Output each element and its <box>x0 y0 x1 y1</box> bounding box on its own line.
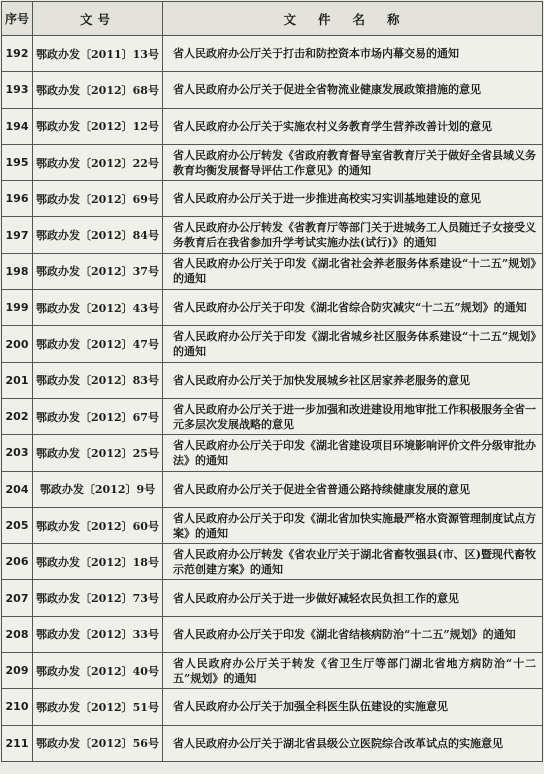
row-number: 205 <box>2 507 33 543</box>
row-document-title: 省人民政府办公厅关于印发《湖北省结核病防治“十二五”规划》的通知 <box>163 616 543 652</box>
table-row <box>2 544 543 580</box>
row-document-number: 鄂政办发〔2012〕43号 <box>33 290 163 326</box>
row-document-title: 省人民政府办公厅关于转发《省卫生厅等部门湖北省地方病防治“十二五”规划》的通知 <box>163 653 543 689</box>
row-document-title: 省人民政府办公厅关于进一步推进高校实习实训基地建设的意见 <box>163 181 543 217</box>
row-document-title: 省人民政府办公厅关于进一步加强和改进建设用地审批工作积极服务全省一元多层次发展战略的意见 <box>163 398 543 434</box>
row-document-title: 省人民政府办公厅关于实施农村义务教育学生营养改善计划的意见 <box>163 108 543 144</box>
row-number: 210 <box>2 689 33 725</box>
table-row <box>2 362 543 398</box>
table-row <box>2 616 543 652</box>
table-row <box>2 181 543 217</box>
row-document-number: 鄂政办发〔2011〕13号 <box>33 36 163 72</box>
row-document-number: 鄂政办发〔2012〕33号 <box>33 616 163 652</box>
table-row <box>2 108 543 144</box>
row-number: 193 <box>2 72 33 108</box>
row-number: 197 <box>2 217 33 253</box>
row-document-number: 鄂政办发〔2012〕56号 <box>33 725 163 761</box>
table-row <box>2 398 543 434</box>
row-number: 202 <box>2 398 33 434</box>
table-row <box>2 580 543 616</box>
row-document-number: 鄂政办发〔2012〕68号 <box>33 72 163 108</box>
row-document-number: 鄂政办发〔2012〕67号 <box>33 398 163 434</box>
row-document-number: 鄂政办发〔2012〕12号 <box>33 108 163 144</box>
row-document-title: 省人民政府办公厅关于印发《湖北省社会养老服务体系建设“十二五”规划》的通知 <box>163 253 543 289</box>
row-document-number: 鄂政办发〔2012〕47号 <box>33 326 163 362</box>
row-number: 208 <box>2 616 33 652</box>
row-document-number: 鄂政办发〔2012〕60号 <box>33 507 163 543</box>
row-document-number: 鄂政办发〔2012〕18号 <box>33 544 163 580</box>
row-document-number: 鄂政办发〔2012〕69号 <box>33 181 163 217</box>
table-row <box>2 471 543 507</box>
table-row <box>2 689 543 725</box>
table-row <box>2 72 543 108</box>
row-document-number: 鄂政办发〔2012〕84号 <box>33 217 163 253</box>
table-row <box>2 653 543 689</box>
row-document-title: 省人民政府办公厅关于打击和防控资本市场内幕交易的通知 <box>163 36 543 72</box>
table-body <box>2 36 543 762</box>
row-document-number: 鄂政办发〔2012〕25号 <box>33 435 163 471</box>
column-header-document-title: 文件名称 <box>163 2 543 36</box>
row-document-title: 省人民政府办公厅转发《省政府教育督导室省教育厅关于做好全省县域义务教育均衡发展督导评估工作意见》的通知 <box>163 144 543 180</box>
row-document-title: 省人民政府办公厅关于加快发展城乡社区居家养老服务的意见 <box>163 362 543 398</box>
row-document-title: 省人民政府办公厅关于印发《湖北省加快实施最严格水资源管理制度试点方案》的通知 <box>163 507 543 543</box>
row-document-title: 省人民政府办公厅关于加强全科医生队伍建设的实施意见 <box>163 689 543 725</box>
row-number: 196 <box>2 181 33 217</box>
row-document-title: 省人民政府办公厅关于印发《湖北省综合防灾减灾“十二五”规划》的通知 <box>163 290 543 326</box>
row-document-title: 省人民政府办公厅关于促进全省普通公路持续健康发展的意见 <box>163 471 543 507</box>
row-number: 209 <box>2 653 33 689</box>
table-row <box>2 217 543 253</box>
row-number: 211 <box>2 725 33 761</box>
document-index-table <box>1 1 543 762</box>
row-document-title: 省人民政府办公厅转发《省农业厅关于湖北省畜牧强县(市、区)暨现代畜牧示范创建方案》的通知 <box>163 544 543 580</box>
row-number: 207 <box>2 580 33 616</box>
table-row <box>2 507 543 543</box>
row-document-title: 省人民政府办公厅关于印发《湖北省建设项目环境影响评价文件分级审批办法》的通知 <box>163 435 543 471</box>
row-number: 204 <box>2 471 33 507</box>
row-document-title: 省人民政府办公厅关于湖北省县级公立医院综合改革试点的实施意见 <box>163 725 543 761</box>
row-document-title: 省人民政府办公厅关于进一步做好减轻农民负担工作的意见 <box>163 580 543 616</box>
table-header-row <box>2 2 543 36</box>
row-document-number: 鄂政办发〔2012〕40号 <box>33 653 163 689</box>
row-number: 195 <box>2 144 33 180</box>
column-header-number: 序号 <box>2 2 33 36</box>
row-number: 201 <box>2 362 33 398</box>
table-row <box>2 435 543 471</box>
table-row <box>2 725 543 761</box>
table-row <box>2 144 543 180</box>
row-document-number: 鄂政办发〔2012〕83号 <box>33 362 163 398</box>
table-row <box>2 36 543 72</box>
row-document-number: 鄂政办发〔2012〕51号 <box>33 689 163 725</box>
row-document-number: 鄂政办发〔2012〕9号 <box>33 471 163 507</box>
row-document-number: 鄂政办发〔2012〕73号 <box>33 580 163 616</box>
row-number: 194 <box>2 108 33 144</box>
table-row <box>2 290 543 326</box>
column-header-document-number: 文号 <box>33 2 163 36</box>
table-row <box>2 326 543 362</box>
row-document-number: 鄂政办发〔2012〕37号 <box>33 253 163 289</box>
row-number: 203 <box>2 435 33 471</box>
row-number: 199 <box>2 290 33 326</box>
row-document-title: 省人民政府办公厅关于促进全省物流业健康发展政策措施的意见 <box>163 72 543 108</box>
row-document-number: 鄂政办发〔2012〕22号 <box>33 144 163 180</box>
row-number: 200 <box>2 326 33 362</box>
row-number: 192 <box>2 36 33 72</box>
table-row <box>2 253 543 289</box>
row-document-title: 省人民政府办公厅转发《省教育厅等部门关于进城务工人员随迁子女接受义务教育后在我省参加升学考试实施办法(试行)》的通知 <box>163 217 543 253</box>
row-number: 206 <box>2 544 33 580</box>
row-number: 198 <box>2 253 33 289</box>
row-document-title: 省人民政府办公厅关于印发《湖北省城乡社区服务体系建设“十二五”规划》的通知 <box>163 326 543 362</box>
